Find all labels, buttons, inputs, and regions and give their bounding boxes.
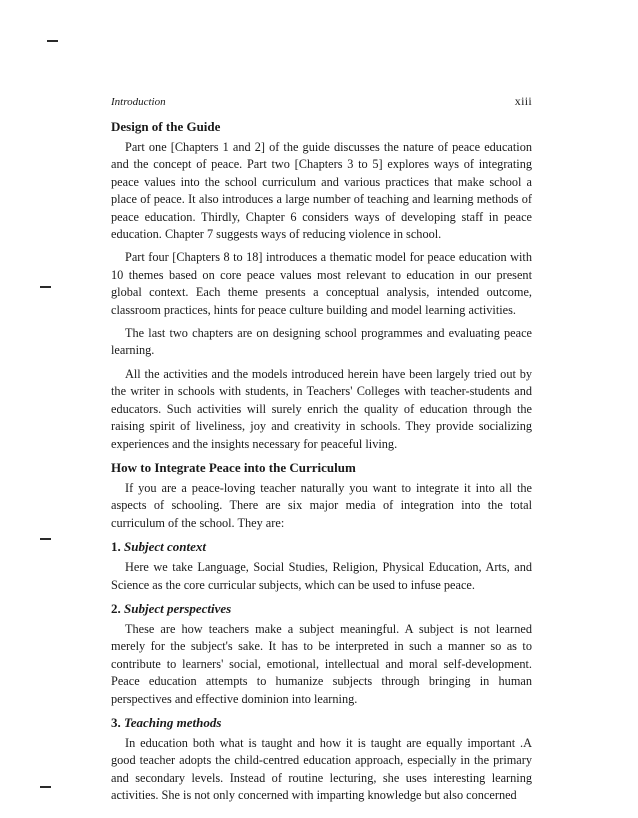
- subheading-subject-context: [111, 538, 532, 556]
- page-number: xiii: [514, 94, 532, 108]
- subheading-subject-perspectives: [111, 600, 532, 618]
- subheading-number: 2.: [111, 600, 121, 616]
- paragraph-part-one: Part one [Chapters 1 and 2] of the guide discusses the nature of peace education and the concept of peace. Part two [Chapters 3 to 5] explores ways of integrating peace values into the school curriculum and various practices that make school a place of peace. It also introduces a large number of teaching and learning methods of peace education. Thirdly, Chapter 6 considers ways of developing staff in peace education. Chapter 7 suggests ways of reducing violence in school.: [111, 140, 532, 242]
- paragraph-part-four: Part four [Chapters 8 to 18] introduces a thematic model for peace education with 10 themes based on core peace values most relevant to education in our present global context. Each theme presents a conceptual analysis, intended outcome, classroom practices, hints for peace culture building and model learning activities.: [111, 250, 532, 317]
- margin-mark-top: [47, 40, 58, 42]
- paragraph-subject-context: Here we take Language, Social Studies, Religion, Physical Education, Arts, and Science as the core curricular subjects, which can be used to infuse peace.: [111, 560, 532, 592]
- subheading-title: Teaching methods: [124, 714, 222, 730]
- heading-integrate-peace: How to Integrate Peace into the Curriculum: [111, 459, 356, 475]
- paragraph-teaching-methods: In education both what is taught and how it is taught are equally important .A good teacher adopts the child-centred education approach, especially in the primary and secondary levels. Instead of routine lecturing, she uses interesting learning activities. She is not only concerned with imparting knowledge but also concerned: [111, 735, 532, 803]
- margin-mark-lower: [40, 538, 51, 540]
- book-page: [111, 94, 532, 811]
- heading-design-of-guide: Design of the Guide: [111, 119, 221, 134]
- subheading-number: 3.: [111, 714, 121, 730]
- paragraph-subject-perspectives: These are how teachers make a subject meaningful. A subject is not learned merely for the subject's sake. It has to be interpreted in such a manner so as to contribute to learners' social, emotional, intellectual and moral self-development. Peace education attempts to humanize subjects through bringing in human perspectives and effective dominion into learning.: [111, 621, 532, 706]
- paragraph-last-chapters: The last two chapters are on designing school programmes and evaluating peace learning.: [111, 326, 532, 358]
- paragraph-six-media: If you are a peace-loving teacher naturally you want to integrate it into all the aspects of schooling. There are six major media of integration into the total curriculum of the school. They are:: [111, 480, 532, 530]
- running-header: [111, 94, 532, 109]
- subheading-teaching-methods: [111, 714, 532, 732]
- subheading-number: 1.: [111, 539, 121, 555]
- paragraph-activities: All the activities and the models introduced herein have been largely tried out by the writer in schools with students, in Teachers' Colleges with teacher-students and educators. Such activities will surely enrich the quality of education through the raising spirit of liveliness, joy and creativity in schools. They provide socializing experiences and the insights necessary for peaceful living.: [111, 366, 532, 451]
- subheading-title: Subject perspectives: [124, 600, 232, 616]
- subheading-title: Subject context: [124, 539, 206, 555]
- margin-mark-upper: [40, 286, 51, 288]
- running-header-section: Introduction: [111, 96, 166, 108]
- margin-mark-bottom: [40, 786, 51, 788]
